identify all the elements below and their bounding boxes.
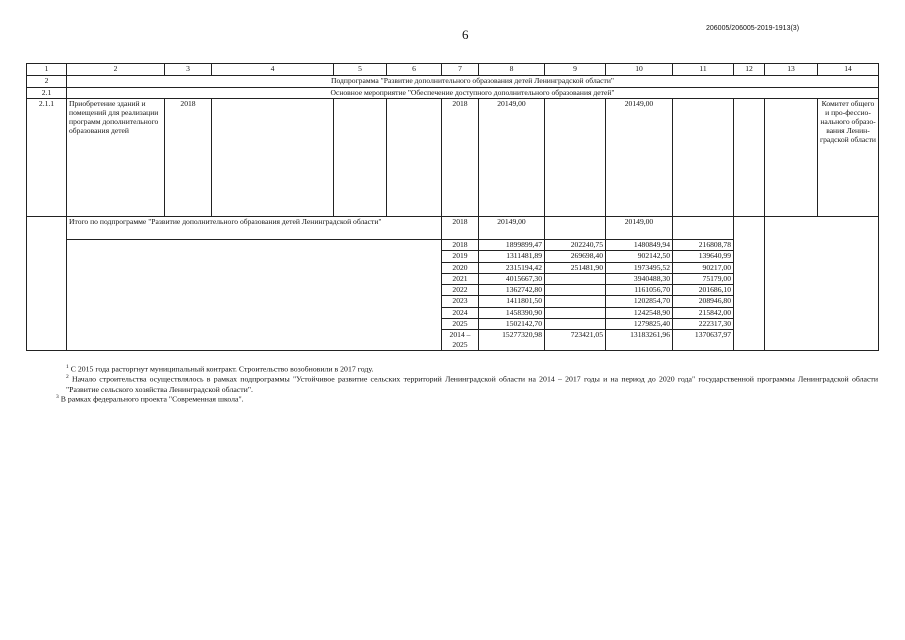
main-event-number: 2.1 <box>27 87 67 98</box>
year-col9 <box>545 273 606 284</box>
blank-years-area <box>67 239 442 350</box>
year-cell: 2025 <box>442 319 479 330</box>
item-col10: 20149,00 <box>606 98 673 216</box>
footnote-1 <box>26 364 878 374</box>
subprogram-number: 2 <box>27 76 67 87</box>
year-col11: 222317,30 <box>673 319 734 330</box>
col-header: 7 <box>442 64 479 76</box>
item-col4 <box>212 98 334 216</box>
year-col8: 1458390,90 <box>479 307 545 318</box>
itogo-col10: 20149,00 <box>606 217 673 240</box>
year-col9 <box>545 296 606 307</box>
year-col10: 1279825,40 <box>606 319 673 330</box>
col-header: 6 <box>387 64 442 76</box>
year-col10: 1202854,70 <box>606 296 673 307</box>
year-col10: 13183261,96 <box>606 330 673 351</box>
subprogram-title: Подпрограмма "Развитие дополнительного образования детей Ленинградской области" <box>67 76 879 87</box>
year-cell: 2022 <box>442 285 479 296</box>
item-number: 2.1.1 <box>27 98 67 216</box>
item-year-start: 2018 <box>165 98 212 216</box>
item-row-2-1-1 <box>27 98 879 216</box>
year-col11: 139640,99 <box>673 251 734 262</box>
year-col10: 902142,50 <box>606 251 673 262</box>
col-header: 10 <box>606 64 673 76</box>
col-header: 2 <box>67 64 165 76</box>
year-cell: 2014 – 2025 <box>442 330 479 351</box>
item-total: 20149,00 <box>479 98 545 216</box>
itogo-total: 20149,00 <box>479 217 545 240</box>
year-col8: 1411801,50 <box>479 296 545 307</box>
col-header: 1 <box>27 64 67 76</box>
year-col8: 15277320,98 <box>479 330 545 351</box>
year-col9 <box>545 319 606 330</box>
footnote-mark: 1 <box>66 364 69 370</box>
col-header: 14 <box>818 64 879 76</box>
year-col11: 75179,00 <box>673 273 734 284</box>
main-event-title: Основное мероприятие "Обеспечение доступного дополнительного образования детей" <box>67 87 879 98</box>
year-col11: 90217,00 <box>673 262 734 273</box>
year-cell: 2021 <box>442 273 479 284</box>
program-table <box>26 63 879 351</box>
item-col12 <box>734 98 765 216</box>
footnote-text: В рамках федерального проекта "Современная школа". <box>60 394 244 404</box>
footnote-mark: 3 <box>56 394 59 401</box>
document-code: 206005/206005-2019-1913(3) <box>706 25 800 32</box>
blank-col12 <box>734 217 765 351</box>
item-col9 <box>545 98 606 216</box>
year-col8: 1362742,80 <box>479 285 545 296</box>
item-col13 <box>765 98 818 216</box>
itogo-label: Итого по подпрограмме "Развитие дополнительного образования детей Ленинградской области" <box>67 217 442 240</box>
item-year: 2018 <box>442 98 479 216</box>
col-header: 11 <box>673 64 734 76</box>
itogo-col9 <box>545 217 606 240</box>
footnote-text: С 2015 года расторгнут муниципальный контракт. Строительство возобновили в 2017 году. <box>70 364 374 374</box>
footnote-2 <box>26 374 878 394</box>
footnote-mark: 2 <box>66 374 69 381</box>
item-col11 <box>673 98 734 216</box>
year-col11: 208946,80 <box>673 296 734 307</box>
item-col6 <box>387 98 442 216</box>
year-col8: 1899899,47 <box>479 239 545 250</box>
year-col8: 1311481,89 <box>479 251 545 262</box>
main-event-row <box>27 87 879 98</box>
footnote-3 <box>26 394 878 404</box>
year-col11: 215842,00 <box>673 307 734 318</box>
year-col8: 2315194,42 <box>479 262 545 273</box>
col-header: 9 <box>545 64 606 76</box>
item-name: Приобретение зданий и помещений для реализации программ дополнительного образования детей <box>67 98 165 216</box>
item-organization: Комитет общего и про-фессио-нального образо-вания Ленин-градской области <box>818 98 879 216</box>
year-col11: 201686,10 <box>673 285 734 296</box>
col-header: 5 <box>334 64 387 76</box>
year-col9: 723421,05 <box>545 330 606 351</box>
blank-col13-14 <box>765 217 879 351</box>
year-cell: 2019 <box>442 251 479 262</box>
year-col10: 1973495,52 <box>606 262 673 273</box>
year-col9: 202240,75 <box>545 239 606 250</box>
year-cell: 2020 <box>442 262 479 273</box>
year-cell: 2023 <box>442 296 479 307</box>
year-col9 <box>545 285 606 296</box>
year-col10: 1161056,70 <box>606 285 673 296</box>
subprogram-row <box>27 76 879 87</box>
year-col9 <box>545 307 606 318</box>
year-col8: 4015667,30 <box>479 273 545 284</box>
year-col9: 251481,90 <box>545 262 606 273</box>
col-header: 3 <box>165 64 212 76</box>
year-cell: 2024 <box>442 307 479 318</box>
col-header: 8 <box>479 64 545 76</box>
year-col9: 269698,40 <box>545 251 606 262</box>
item-col5 <box>334 98 387 216</box>
col-header: 13 <box>765 64 818 76</box>
header-row <box>27 64 879 76</box>
year-col8: 1502142,70 <box>479 319 545 330</box>
col-header: 12 <box>734 64 765 76</box>
year-col10: 3940488,30 <box>606 273 673 284</box>
footnotes <box>26 364 878 405</box>
year-col11: 216808,78 <box>673 239 734 250</box>
col-header: 4 <box>212 64 334 76</box>
blank-col1 <box>27 217 67 351</box>
year-col11: 1370637,97 <box>673 330 734 351</box>
itogo-row <box>27 217 879 240</box>
page-number: 6 <box>462 27 469 42</box>
year-col10: 1480849,94 <box>606 239 673 250</box>
year-cell: 2018 <box>442 239 479 250</box>
itogo-col11 <box>673 217 734 240</box>
footnote-text: Начало строительства осуществлялось в рамках подпрограммы "Устойчивое развитие сельских территорий Ленинградской области на 2014 – 2017 годы и на период до 2020 года" государственной программы Ленинградской области "Развитие сельского хозяйства Ленинградской области". <box>66 374 879 394</box>
itogo-year: 2018 <box>442 217 479 240</box>
year-col10: 1242548,90 <box>606 307 673 318</box>
